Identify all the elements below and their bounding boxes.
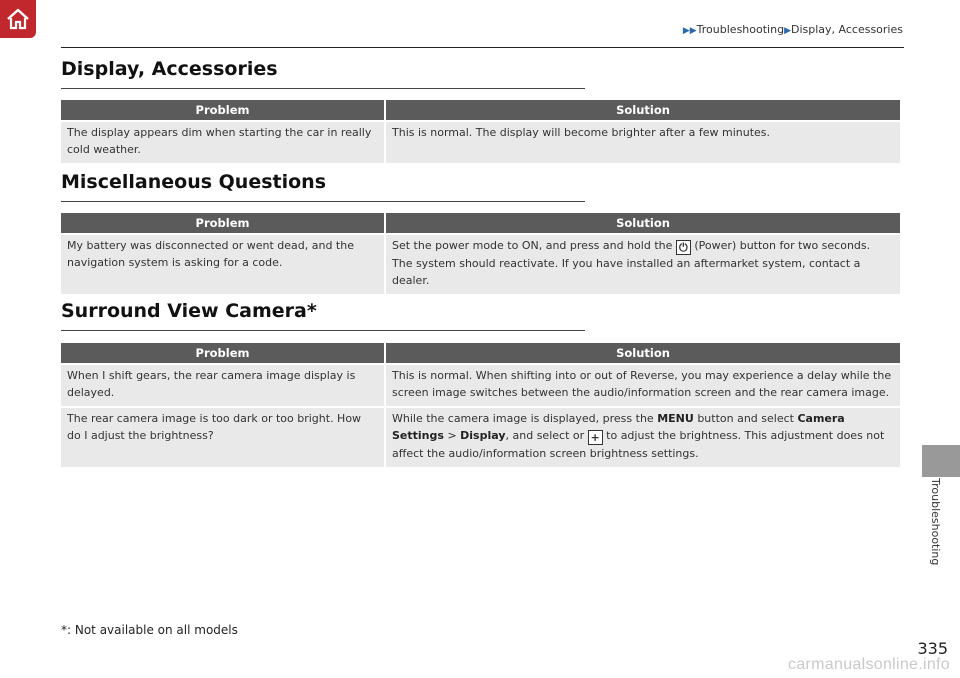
problem-header: Problem bbox=[61, 100, 384, 120]
problem-header: Problem bbox=[61, 213, 384, 233]
solution-cell: This is normal. When shifting into or out of Reverse, you may experience a delay while the screen image switches between the audio/information screen and the rear camera image. bbox=[386, 365, 900, 406]
breadcrumb-item-troubleshooting[interactable]: Troubleshooting bbox=[696, 23, 785, 36]
solution-header: Solution bbox=[386, 100, 900, 120]
solution-header: Solution bbox=[386, 343, 900, 363]
menu-separator: > bbox=[447, 429, 457, 442]
table-row bbox=[61, 365, 900, 406]
solution-cell bbox=[386, 408, 900, 467]
table-row bbox=[61, 408, 900, 467]
section-title-display-accessories: Display, Accessories bbox=[61, 58, 278, 80]
breadcrumb-arrow-icon: ▶▶ bbox=[682, 26, 697, 36]
solution-text: button and select bbox=[697, 412, 794, 425]
section-divider bbox=[61, 330, 585, 331]
solution-cell: This is normal. The display will become brighter after a few minutes. bbox=[386, 122, 900, 163]
section-divider bbox=[61, 201, 585, 202]
side-tab-label: Troubleshooting bbox=[929, 478, 942, 566]
problem-solution-table bbox=[59, 343, 902, 467]
solution-text: (Power) button for two seconds. The system should reactivate. If you have installed an aftermarket system, contact a dealer. bbox=[392, 239, 871, 287]
breadcrumb-item-current: Display, Accessories bbox=[790, 23, 903, 36]
camera-settings-label: Camera Settings bbox=[392, 412, 845, 442]
solution-text: or bbox=[572, 429, 585, 442]
header-divider bbox=[61, 47, 904, 48]
solution-text: , and select bbox=[505, 429, 570, 442]
problem-cell: The rear camera image is too dark or too bright. How do I adjust the brightness? bbox=[61, 408, 384, 467]
home-icon bbox=[5, 7, 31, 31]
table-row bbox=[61, 235, 900, 294]
solution-header: Solution bbox=[386, 213, 900, 233]
solution-text: Set the power mode to ON, and press and hold the bbox=[392, 239, 673, 252]
power-icon: ⏻ bbox=[676, 240, 691, 255]
page-number: 335 bbox=[917, 639, 948, 658]
problem-cell: The display appears dim when starting the car in really cold weather. bbox=[61, 122, 384, 163]
display-label: Display bbox=[460, 429, 506, 442]
solution-cell bbox=[386, 235, 900, 294]
problem-header: Problem bbox=[61, 343, 384, 363]
menu-button-label: MENU bbox=[657, 412, 694, 425]
side-tab[interactable] bbox=[922, 445, 960, 477]
section-title-misc-questions: Miscellaneous Questions bbox=[61, 171, 326, 193]
footnote: *: Not available on all models bbox=[61, 623, 238, 637]
problem-cell: My battery was disconnected or went dead, and the navigation system is asking for a code. bbox=[61, 235, 384, 294]
breadcrumb bbox=[683, 23, 903, 36]
table-row bbox=[61, 122, 900, 163]
problem-solution-table bbox=[59, 213, 902, 294]
section-title-surround-view-camera: Surround View Camera* bbox=[61, 300, 317, 322]
home-button[interactable] bbox=[0, 0, 36, 38]
plus-icon: + bbox=[588, 430, 603, 445]
problem-solution-table bbox=[59, 100, 902, 163]
problem-cell: When I shift gears, the rear camera image display is delayed. bbox=[61, 365, 384, 406]
breadcrumb-arrow-icon: ▶ bbox=[784, 26, 791, 36]
solution-text: While the camera image is displayed, press the bbox=[392, 412, 654, 425]
section-divider bbox=[61, 88, 585, 89]
solution-text: to adjust the brightness. This adjustment does not affect the audio/information screen brightness settings. bbox=[392, 429, 885, 460]
watermark: carmanualsonline.info bbox=[788, 656, 950, 673]
